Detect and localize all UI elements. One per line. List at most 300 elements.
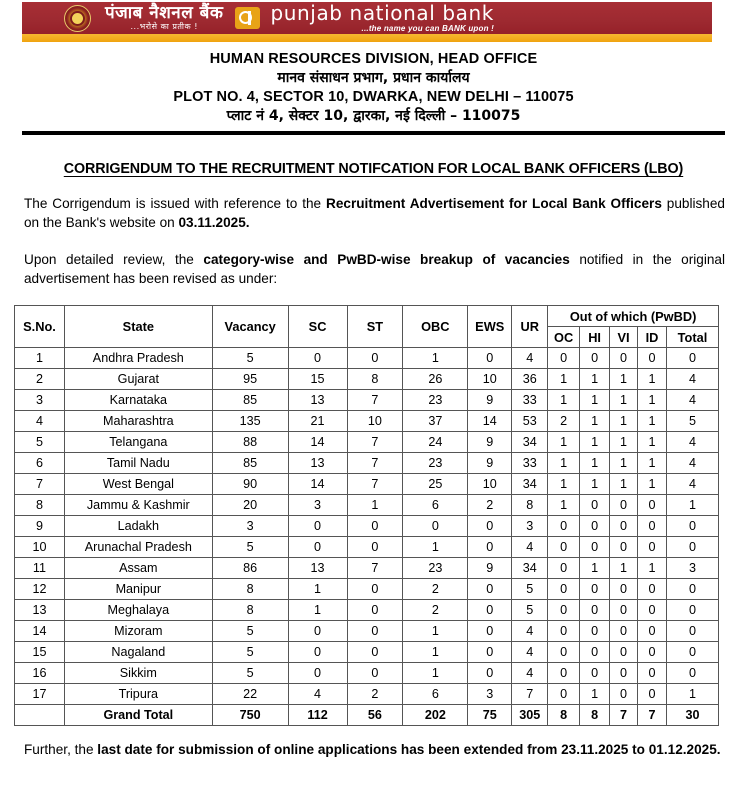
cell-id: 0: [638, 579, 667, 600]
cell-vacancy: 5: [212, 348, 288, 369]
cell-state: Arunachal Pradesh: [64, 537, 212, 558]
cell-state: Sikkim: [64, 663, 212, 684]
table-header-row-main: [15, 306, 719, 327]
cell-oc: 1: [548, 495, 580, 516]
cell-ews: 0: [468, 516, 512, 537]
cell-total: 1: [666, 495, 718, 516]
pnb-seal-icon: [64, 5, 91, 32]
cell-st: 10: [347, 411, 403, 432]
hindi-bank-logo-text: [105, 5, 223, 31]
english-bank-logo-text: [270, 3, 494, 33]
cell-vacancy: 5: [212, 621, 288, 642]
intro-advert-reference: Recruitment Advertisement for Local Bank Officers: [326, 196, 662, 212]
cell-sno: [15, 705, 65, 726]
cell-hi: 8: [580, 705, 610, 726]
cell-oc: 0: [548, 579, 580, 600]
intro-paragraph: [24, 194, 725, 233]
cell-total: 4: [666, 453, 718, 474]
cell-sc: 0: [288, 516, 347, 537]
cell-obc: 23: [403, 558, 468, 579]
cell-vacancy: 88: [212, 432, 288, 453]
cell-ur: 4: [512, 642, 548, 663]
col-header-pwbd-group: Out of which (PwBD): [548, 306, 719, 327]
cell-id: 1: [638, 411, 667, 432]
cell-oc: 0: [548, 558, 580, 579]
cell-sno: 6: [15, 453, 65, 474]
vacancy-table: [14, 305, 719, 726]
cell-vacancy: 135: [212, 411, 288, 432]
cell-ur: 4: [512, 348, 548, 369]
cell-ur: 33: [512, 390, 548, 411]
col-header-st: ST: [347, 306, 403, 348]
cell-vi: 0: [610, 600, 638, 621]
cell-vacancy: 3: [212, 516, 288, 537]
cell-sc: 1: [288, 600, 347, 621]
cell-sc: 0: [288, 663, 347, 684]
cell-sc: 21: [288, 411, 347, 432]
cell-st: 0: [347, 579, 403, 600]
cell-sno: 11: [15, 558, 65, 579]
cell-vi: 0: [610, 642, 638, 663]
cell-id: 0: [638, 663, 667, 684]
cell-vacancy: 22: [212, 684, 288, 705]
cell-ews: 0: [468, 348, 512, 369]
hindi-bank-name: पंजाब नैशनल बैंक: [105, 3, 224, 23]
col-header-id: ID: [638, 327, 667, 348]
cell-sno: 17: [15, 684, 65, 705]
table-row: [15, 537, 719, 558]
cell-oc: 1: [548, 453, 580, 474]
cell-state: Gujarat: [64, 369, 212, 390]
cell-vacancy: 20: [212, 495, 288, 516]
cell-total: 0: [666, 537, 718, 558]
revision-text-part2: notified in the original advertisement has been revised as under:: [24, 251, 726, 287]
cell-hi: 1: [580, 453, 610, 474]
cell-vacancy: 90: [212, 474, 288, 495]
cell-hi: 0: [580, 348, 610, 369]
cell-ews: 0: [468, 600, 512, 621]
cell-vi: 0: [610, 579, 638, 600]
cell-sc: 0: [288, 537, 347, 558]
cell-sc: 112: [288, 705, 347, 726]
cell-id: 1: [638, 453, 667, 474]
cell-sc: 13: [288, 558, 347, 579]
cell-vi: 0: [610, 516, 638, 537]
cell-state: Grand Total: [64, 705, 212, 726]
cell-state: Nagaland: [64, 642, 212, 663]
cell-hi: 0: [580, 495, 610, 516]
table-row: [15, 516, 719, 537]
cell-obc: 2: [403, 600, 468, 621]
cell-oc: 0: [548, 537, 580, 558]
cell-obc: 1: [403, 663, 468, 684]
cell-ews: 75: [468, 705, 512, 726]
cell-total: 0: [666, 600, 718, 621]
table-head: [15, 306, 719, 348]
cell-st: 0: [347, 348, 403, 369]
cell-ews: 14: [468, 411, 512, 432]
cell-hi: 0: [580, 642, 610, 663]
col-header-vi: VI: [610, 327, 638, 348]
cell-ur: 34: [512, 474, 548, 495]
cell-hi: 1: [580, 432, 610, 453]
table-row: [15, 579, 719, 600]
cell-hi: 1: [580, 411, 610, 432]
cell-st: 1: [347, 495, 403, 516]
cell-obc: 37: [403, 411, 468, 432]
cell-ews: 0: [468, 621, 512, 642]
cell-st: 0: [347, 663, 403, 684]
cell-oc: 2: [548, 411, 580, 432]
cell-ur: 5: [512, 600, 548, 621]
cell-hi: 0: [580, 663, 610, 684]
cell-ews: 9: [468, 453, 512, 474]
cell-sno: 10: [15, 537, 65, 558]
cell-st: 0: [347, 537, 403, 558]
cell-oc: 1: [548, 390, 580, 411]
cell-oc: 8: [548, 705, 580, 726]
vacancy-table-container: [14, 305, 733, 726]
table-row: [15, 705, 719, 726]
cell-ews: 9: [468, 432, 512, 453]
cell-state: West Bengal: [64, 474, 212, 495]
cell-vi: 1: [610, 369, 638, 390]
table-row: [15, 642, 719, 663]
revision-breakup-phrase: category-wise and PwBD-wise breakup of vacancies: [203, 251, 570, 267]
cell-state: Andhra Pradesh: [64, 348, 212, 369]
cell-obc: 23: [403, 390, 468, 411]
cell-vi: 1: [610, 474, 638, 495]
cell-ews: 2: [468, 495, 512, 516]
cell-sno: 15: [15, 642, 65, 663]
cell-state: Maharashtra: [64, 411, 212, 432]
cell-ews: 10: [468, 369, 512, 390]
cell-ur: 4: [512, 537, 548, 558]
cell-sc: 0: [288, 621, 347, 642]
cell-obc: 202: [403, 705, 468, 726]
intro-text-part1: The Corrigendum is issued with reference to the: [24, 196, 327, 212]
cell-oc: 0: [548, 684, 580, 705]
cell-sc: 3: [288, 495, 347, 516]
cell-hi: 1: [580, 369, 610, 390]
cell-id: 1: [638, 558, 667, 579]
cell-obc: 0: [403, 516, 468, 537]
cell-id: 1: [638, 390, 667, 411]
cell-hi: 0: [580, 621, 610, 642]
cell-state: Mizoram: [64, 621, 212, 642]
table-row: [15, 474, 719, 495]
cell-vacancy: 5: [212, 642, 288, 663]
table-row: [15, 663, 719, 684]
cell-st: 7: [347, 558, 403, 579]
col-header-oc: OC: [548, 327, 580, 348]
cell-vacancy: 86: [212, 558, 288, 579]
cell-vacancy: 750: [212, 705, 288, 726]
cell-sc: 14: [288, 474, 347, 495]
cell-ews: 3: [468, 684, 512, 705]
cell-oc: 0: [548, 600, 580, 621]
cell-total: 0: [666, 516, 718, 537]
cell-state: Karnataka: [64, 390, 212, 411]
cell-obc: 24: [403, 432, 468, 453]
cell-total: 0: [666, 348, 718, 369]
address-line-location-hindi: प्लाट नं 4, सेक्टर 10, द्वारका, नई दिल्ली – 110075: [226, 107, 521, 124]
table-row: [15, 495, 719, 516]
cell-total: 4: [666, 432, 718, 453]
col-header-sno: S.No.: [15, 306, 65, 348]
cell-id: 0: [638, 348, 667, 369]
cell-ur: 34: [512, 558, 548, 579]
cell-total: 0: [666, 663, 718, 684]
cell-ews: 0: [468, 663, 512, 684]
cell-total: 4: [666, 474, 718, 495]
english-bank-name: punjab national bank: [270, 2, 494, 25]
cell-oc: 1: [548, 369, 580, 390]
cell-total: 30: [666, 705, 718, 726]
cell-state: Meghalaya: [64, 600, 212, 621]
cell-st: 0: [347, 642, 403, 663]
cell-obc: 26: [403, 369, 468, 390]
cell-state: Manipur: [64, 579, 212, 600]
table-row: [15, 558, 719, 579]
col-header-hi: HI: [580, 327, 610, 348]
cell-hi: 0: [580, 579, 610, 600]
table-row: [15, 348, 719, 369]
cell-ews: 0: [468, 537, 512, 558]
cell-id: 0: [638, 684, 667, 705]
cell-state: Jammu & Kashmir: [64, 495, 212, 516]
cell-id: 0: [638, 600, 667, 621]
table-row: [15, 390, 719, 411]
table-row: [15, 453, 719, 474]
table-row: [15, 621, 719, 642]
cell-vi: 1: [610, 390, 638, 411]
cell-st: 8: [347, 369, 403, 390]
cell-hi: 1: [580, 558, 610, 579]
table-body: [15, 348, 719, 726]
cell-sc: 0: [288, 642, 347, 663]
cell-ur: 34: [512, 432, 548, 453]
cell-oc: 0: [548, 663, 580, 684]
cell-st: 7: [347, 390, 403, 411]
cell-ews: 0: [468, 579, 512, 600]
cell-ur: 7: [512, 684, 548, 705]
cell-st: 0: [347, 621, 403, 642]
cell-sno: 14: [15, 621, 65, 642]
cell-obc: 1: [403, 621, 468, 642]
cell-obc: 23: [403, 453, 468, 474]
cell-vacancy: 85: [212, 453, 288, 474]
cell-sc: 4: [288, 684, 347, 705]
cell-ur: 5: [512, 579, 548, 600]
cell-id: 7: [638, 705, 667, 726]
cell-id: 0: [638, 642, 667, 663]
cell-vacancy: 95: [212, 369, 288, 390]
office-address-block: [0, 50, 747, 125]
address-line-division: HUMAN RESOURCES DIVISION, HEAD OFFICE: [209, 51, 538, 67]
revision-text-part1: Upon detailed review, the: [24, 251, 204, 267]
cell-sno: 9: [15, 516, 65, 537]
cell-hi: 0: [580, 537, 610, 558]
table-row: [15, 432, 719, 453]
cell-hi: 1: [580, 474, 610, 495]
page-title: CORRIGENDUM TO THE RECRUITMENT NOTIFCATION FOR LOCAL BANK OFFICERS (LBO): [63, 161, 684, 178]
cell-sno: 16: [15, 663, 65, 684]
cell-state: Tripura: [64, 684, 212, 705]
cell-oc: 0: [548, 642, 580, 663]
cell-sno: 5: [15, 432, 65, 453]
cell-total: 0: [666, 579, 718, 600]
cell-st: 0: [347, 600, 403, 621]
cell-state: Telangana: [64, 432, 212, 453]
cell-id: 0: [638, 537, 667, 558]
cell-sc: 0: [288, 348, 347, 369]
cell-ur: 36: [512, 369, 548, 390]
cell-state: Ladakh: [64, 516, 212, 537]
cell-vi: 1: [610, 411, 638, 432]
table-row: [15, 684, 719, 705]
cell-obc: 1: [403, 642, 468, 663]
cell-hi: 0: [580, 600, 610, 621]
english-tagline: ...the name you can BANK upon !: [361, 24, 494, 33]
cell-total: 0: [666, 621, 718, 642]
cell-total: 4: [666, 390, 718, 411]
cell-oc: 1: [548, 432, 580, 453]
cell-oc: 1: [548, 474, 580, 495]
cell-obc: 25: [403, 474, 468, 495]
cell-ews: 0: [468, 642, 512, 663]
cell-total: 5: [666, 411, 718, 432]
address-line-location: PLOT NO. 4, SECTOR 10, DWARKA, NEW DELHI – 110075: [173, 88, 574, 105]
pnb-header-banner: [22, 2, 712, 42]
cell-ur: 4: [512, 621, 548, 642]
cell-vi: 0: [610, 495, 638, 516]
cell-vi: 7: [610, 705, 638, 726]
cell-sno: 1: [15, 348, 65, 369]
extension-date-phrase: last date for submission of online applications has been extended from 23.11.2025 to 01.12.2025.: [97, 742, 721, 758]
cell-sc: 1: [288, 579, 347, 600]
cell-vacancy: 5: [212, 537, 288, 558]
cell-ur: 8: [512, 495, 548, 516]
col-header-ur: UR: [512, 306, 548, 348]
cell-vi: 0: [610, 663, 638, 684]
cell-sno: 3: [15, 390, 65, 411]
table-row: [15, 600, 719, 621]
cell-id: 0: [638, 621, 667, 642]
cell-obc: 6: [403, 495, 468, 516]
cell-oc: 0: [548, 348, 580, 369]
cell-sno: 12: [15, 579, 65, 600]
cell-vacancy: 8: [212, 600, 288, 621]
col-header-obc: OBC: [403, 306, 468, 348]
address-line-division-hindi: मानव संसाधन प्रभाग, प्रधान कार्यालय: [277, 70, 470, 87]
cell-id: 1: [638, 474, 667, 495]
cell-st: 7: [347, 432, 403, 453]
cell-total: 3: [666, 558, 718, 579]
cell-obc: 1: [403, 537, 468, 558]
cell-vacancy: 85: [212, 390, 288, 411]
cell-sno: 4: [15, 411, 65, 432]
pnb-logo-mark-icon: [235, 7, 260, 29]
table-row: [15, 411, 719, 432]
table-row: [15, 369, 719, 390]
cell-obc: 1: [403, 348, 468, 369]
banner-maroon-bar: [22, 2, 712, 34]
cell-state: Assam: [64, 558, 212, 579]
cell-total: 1: [666, 684, 718, 705]
col-header-state: State: [64, 306, 212, 348]
cell-st: 2: [347, 684, 403, 705]
hindi-tagline: ...भरोसे का प्रतीक !: [130, 22, 198, 31]
cell-sc: 15: [288, 369, 347, 390]
cell-sc: 13: [288, 453, 347, 474]
cell-id: 0: [638, 516, 667, 537]
cell-ews: 9: [468, 558, 512, 579]
cell-ur: 33: [512, 453, 548, 474]
cell-total: 4: [666, 369, 718, 390]
cell-id: 1: [638, 432, 667, 453]
cell-ur: 3: [512, 516, 548, 537]
cell-vi: 0: [610, 684, 638, 705]
col-header-sc: SC: [288, 306, 347, 348]
cell-vi: 0: [610, 348, 638, 369]
cell-vacancy: 5: [212, 663, 288, 684]
cell-vi: 0: [610, 537, 638, 558]
cell-ews: 10: [468, 474, 512, 495]
cell-sno: 7: [15, 474, 65, 495]
cell-ews: 9: [468, 390, 512, 411]
revision-paragraph: [24, 250, 725, 289]
cell-obc: 6: [403, 684, 468, 705]
cell-sno: 8: [15, 495, 65, 516]
cell-sc: 14: [288, 432, 347, 453]
cell-sno: 13: [15, 600, 65, 621]
cell-vacancy: 8: [212, 579, 288, 600]
cell-hi: 1: [580, 684, 610, 705]
cell-hi: 0: [580, 516, 610, 537]
col-header-ews: EWS: [468, 306, 512, 348]
cell-st: 7: [347, 453, 403, 474]
header-divider-rule: [22, 131, 725, 135]
cell-vi: 1: [610, 432, 638, 453]
cell-oc: 0: [548, 516, 580, 537]
cell-hi: 1: [580, 390, 610, 411]
cell-oc: 0: [548, 621, 580, 642]
cell-ur: 53: [512, 411, 548, 432]
cell-state: Tamil Nadu: [64, 453, 212, 474]
col-header-vacancy: Vacancy: [212, 306, 288, 348]
cell-st: 7: [347, 474, 403, 495]
cell-vi: 1: [610, 558, 638, 579]
cell-obc: 2: [403, 579, 468, 600]
intro-text-part2: published on the Bank's website on: [24, 196, 725, 231]
cell-id: 0: [638, 495, 667, 516]
cell-id: 1: [638, 369, 667, 390]
cell-ur: 305: [512, 705, 548, 726]
banner-gold-stripe: [22, 34, 712, 42]
cell-vi: 1: [610, 453, 638, 474]
extension-note: [24, 740, 725, 759]
cell-ur: 4: [512, 663, 548, 684]
intro-publish-date: 03.11.2025.: [178, 215, 250, 231]
cell-sno: 2: [15, 369, 65, 390]
cell-total: 0: [666, 642, 718, 663]
cell-sc: 13: [288, 390, 347, 411]
extension-text-part1: Further, the: [24, 742, 98, 758]
col-header-pwbd-total: Total: [666, 327, 718, 348]
cell-vi: 0: [610, 621, 638, 642]
cell-st: 56: [347, 705, 403, 726]
